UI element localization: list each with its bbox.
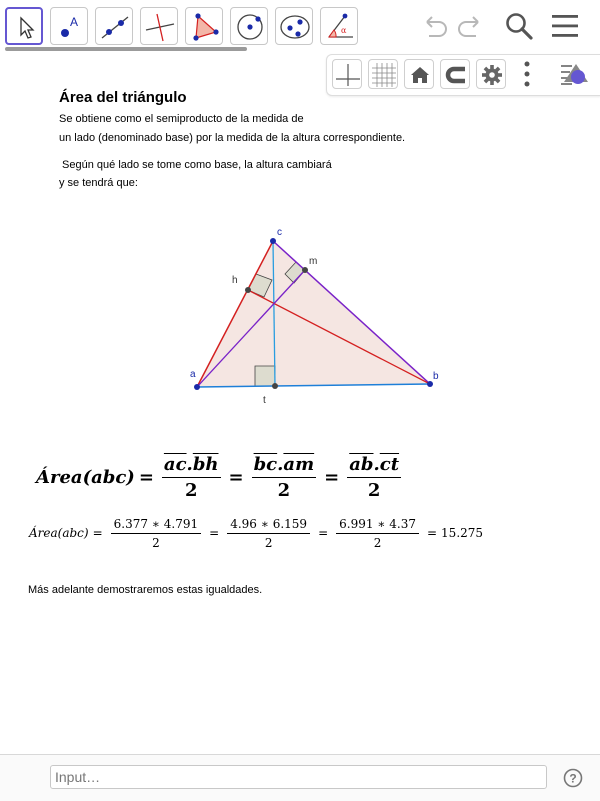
denominator: 2 [367, 479, 381, 501]
formula2-lhs: Área(abc) [29, 526, 89, 540]
paragraph-2-line-2: y se tendrá que: [59, 177, 138, 189]
paragraph-1-line-1: Se obtiene como el semiproducto de la medida de [59, 113, 304, 125]
help-label: ? [569, 771, 577, 786]
numerator: 4.96 ∗ 6.159 [227, 517, 310, 534]
numerator: 6.377 ∗ 4.791 [111, 517, 202, 534]
formula1-eq-3: = [324, 466, 340, 488]
formula2-eq-4: = [426, 526, 438, 540]
segment-ab: $\overline{ab}$ [349, 453, 374, 475]
formula2-fraction-3 [336, 517, 419, 550]
formula2-fraction-1 [111, 517, 202, 550]
point-a[interactable] [194, 384, 200, 390]
label-c: c [277, 227, 282, 238]
page-title: Área del triángulo [59, 89, 187, 106]
input-bar [0, 754, 600, 801]
label-b: b [433, 371, 439, 382]
segment-am: $\overline{am}$ [283, 453, 315, 475]
dot: . [373, 453, 380, 475]
area-formula-symbolic [36, 452, 405, 502]
label-t: t [263, 395, 266, 406]
algebra-input[interactable] [50, 765, 547, 789]
denominator: 2 [264, 535, 273, 550]
formula1-fraction-3 [347, 454, 401, 501]
dot: . [186, 453, 193, 475]
help-icon[interactable] [563, 768, 583, 788]
formula1-lhs: Área(abc) [36, 466, 135, 488]
segment-ct: $\overline{ct}$ [379, 453, 400, 475]
formula1-fraction-2 [252, 454, 317, 501]
dot: . [277, 453, 284, 475]
denominator: 2 [152, 535, 160, 550]
point-tool-letter: A [70, 15, 79, 29]
denominator: 2 [373, 535, 382, 550]
point-m[interactable] [302, 267, 308, 273]
label-h: h [232, 275, 238, 286]
right-angle-t [255, 366, 275, 386]
paragraph-1-line-2: un lado (denominado base) por la medida de la altura correspondiente. [59, 132, 406, 144]
numerator: 6.991 ∗ 4.37 [336, 517, 419, 534]
denominator: 2 [277, 479, 291, 501]
segment-bh: $\overline{bh}$ [192, 453, 219, 475]
point-t[interactable] [272, 383, 278, 389]
formula2-eq-1: = [92, 526, 103, 540]
formula1-fraction-1 [162, 454, 221, 501]
area-formula-numeric [29, 513, 483, 553]
formula2-result: 15.275 [441, 526, 484, 540]
point-c[interactable] [270, 238, 276, 244]
label-a: a [190, 369, 196, 380]
formula1-eq-1: = [138, 466, 154, 488]
formula2-eq-3: = [318, 526, 329, 540]
note-text: Más adelante demostraremos estas igualdades. [28, 584, 263, 596]
formula2-fraction-2 [227, 517, 310, 550]
formula2-eq-2: = [209, 526, 220, 540]
paragraph-2-line-1: Según qué lado se tome como base, la altura cambiará [59, 159, 332, 171]
label-m: m [309, 256, 318, 267]
point-h[interactable] [245, 287, 251, 293]
segment-ac: $\overline{ac}$ [163, 453, 187, 475]
angle-tool-letter: α [341, 26, 347, 35]
denominator: 2 [184, 479, 198, 501]
segment-bc: $\overline{bc}$ [253, 453, 278, 475]
formula1-eq-2: = [228, 466, 244, 488]
